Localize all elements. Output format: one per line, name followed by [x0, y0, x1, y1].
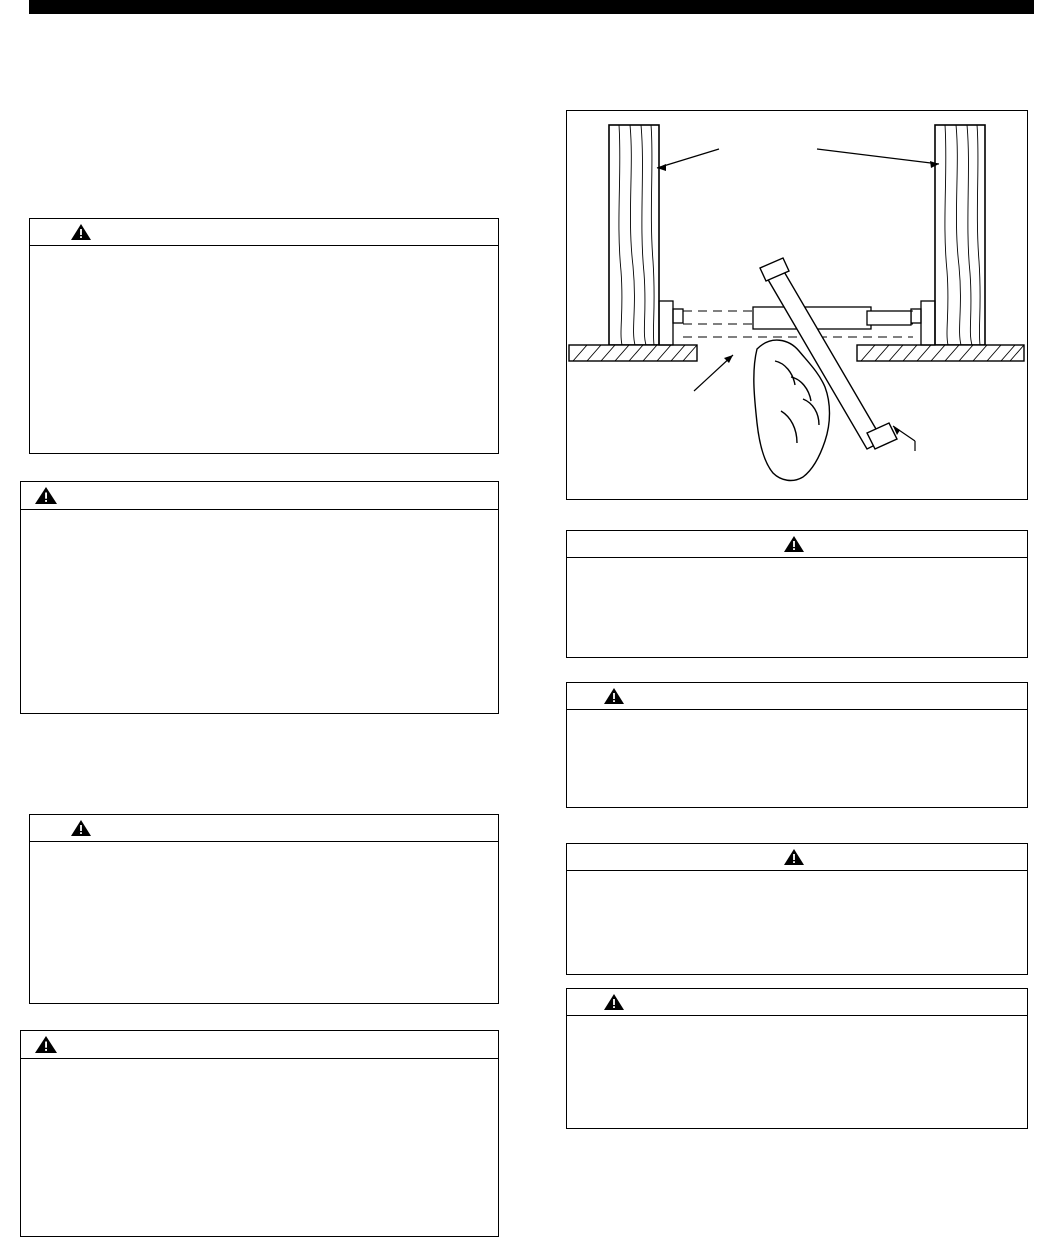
warning-box-1: [29, 218, 499, 454]
right-jamb: [935, 125, 985, 345]
warning-triangle-icon: [783, 848, 805, 866]
jamb-bracket-installation-diagram: [567, 111, 1026, 498]
warning-box-3: [29, 814, 499, 1004]
warning-box-8-body: [567, 1016, 1027, 1035]
warning-box-2-body: [21, 510, 498, 529]
warning-box-4-body: [21, 1059, 498, 1078]
right-bracket: [911, 301, 935, 345]
warning-triangle-icon: [783, 535, 805, 553]
warning-triangle-icon: [34, 1035, 58, 1054]
shaft: [753, 307, 911, 329]
warning-box-6: [566, 682, 1028, 808]
warning-triangle-icon: [70, 223, 92, 241]
warning-box-2-header: [21, 482, 498, 510]
warning-box-1-body: [30, 246, 498, 265]
warning-triangle-icon: [603, 687, 625, 705]
callout-arrows: [657, 149, 939, 171]
warning-box-5-body: [567, 558, 1027, 577]
left-bracket: [659, 301, 683, 345]
warning-box-7-header: [567, 844, 1027, 871]
warning-box-3-body: [30, 842, 498, 861]
warning-box-4: [20, 1030, 499, 1237]
warning-box-2: [20, 481, 499, 714]
warning-box-4-header: [21, 1031, 498, 1059]
page-header-bar: [29, 0, 1034, 14]
warning-triangle-icon: [70, 819, 92, 837]
floor-right: [857, 345, 1024, 361]
warning-box-3-header: [30, 815, 498, 842]
warning-box-5-header: [567, 531, 1027, 558]
warning-box-5: [566, 530, 1028, 658]
warning-box-7-body: [567, 871, 1027, 890]
warning-triangle-icon: [603, 993, 625, 1011]
warning-box-7: [566, 843, 1028, 975]
warning-box-8: [566, 988, 1028, 1129]
warning-box-8-header: [567, 989, 1027, 1016]
floor-callout: [694, 355, 733, 391]
floor-left: [569, 345, 697, 361]
warning-triangle-icon: [34, 486, 58, 505]
warning-box-6-body: [567, 710, 1027, 729]
warning-box-6-header: [567, 683, 1027, 710]
warning-box-1-header: [30, 219, 498, 246]
left-jamb: [609, 125, 659, 345]
illustration-frame: [566, 110, 1028, 500]
